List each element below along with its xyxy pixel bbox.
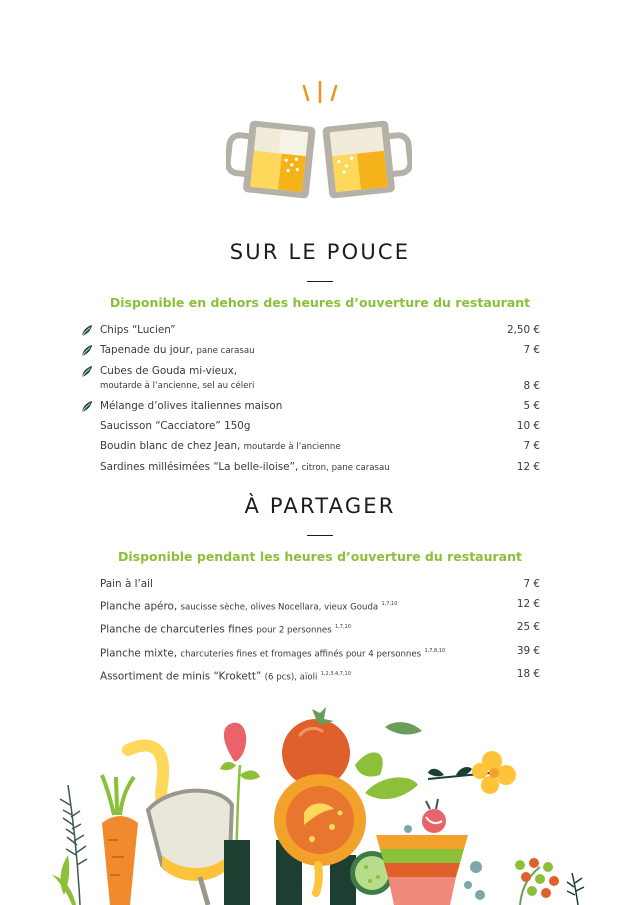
menu-item-price: 5 € <box>523 400 540 412</box>
menu-item-price: 39 € <box>516 644 540 657</box>
yellow-flower-icon <box>428 751 516 794</box>
menu-item-name <box>78 419 251 433</box>
allergen-codes: 1,2,3,4,7,10 <box>320 671 351 678</box>
stacked-bowls-icon <box>376 835 468 905</box>
menu-item <box>78 597 540 614</box>
menu-list-a-partager <box>78 577 540 691</box>
item-note: pane carasau <box>196 346 255 356</box>
beer-mugs-illustration <box>226 78 412 206</box>
menu-item-price: 8 € <box>523 380 540 392</box>
menu-item-name <box>78 364 254 393</box>
vegetarian-leaf-icon <box>80 324 93 337</box>
menu-item-name <box>78 460 390 475</box>
item-label: Assortiment de minis “Krokett” <box>100 670 262 683</box>
item-note: citron, pane carasau <box>301 463 390 473</box>
item-label: Boudin blanc de chez Jean, <box>100 440 241 452</box>
section-title-sur-le-pouce: SUR LE POUCE <box>229 240 411 264</box>
menu-item-name <box>78 323 176 337</box>
menu-item-name <box>78 667 351 684</box>
menu-item <box>78 439 540 454</box>
menu-item-price: 25 € <box>516 621 540 634</box>
vegetarian-leaf-icon <box>80 400 93 413</box>
menu-item <box>78 323 540 337</box>
menu-item-price: 12 € <box>516 461 540 473</box>
item-label: Pain à l’ail <box>100 578 153 590</box>
allergen-codes: 1,7,8,10 <box>424 647 446 654</box>
currants-icon <box>515 858 559 905</box>
menu-item <box>78 419 540 433</box>
allergen-codes: 1,7,10 <box>335 624 351 631</box>
menu-item <box>78 667 540 684</box>
item-label: Saucisson “Cacciatore” 150g <box>100 420 251 432</box>
menu-item <box>78 577 540 591</box>
item-note: saucisse sèche, olives Nocellara, vieux Gouda <box>180 602 379 613</box>
menu-item-name <box>78 399 282 413</box>
item-note: moutarde à l’ancienne, sel au céleri <box>100 381 255 391</box>
menu-item-price: 7 € <box>523 344 540 356</box>
item-note: moutarde à l’ancienne <box>243 442 341 452</box>
beer-mug-right-icon <box>322 118 412 198</box>
item-label: Cubes de Gouda mi-vieux, <box>100 365 238 377</box>
menu-item <box>78 460 540 475</box>
menu-item-price: 2,50 € <box>506 324 540 336</box>
menu-list-sur-le-pouce <box>78 323 540 481</box>
item-label: Sardines millésimées “La belle-iloise”, <box>100 461 299 473</box>
item-label: Planche de charcuteries fines <box>100 623 254 636</box>
leaf-sprig-icon <box>52 855 76 905</box>
menu-item <box>78 364 540 393</box>
menu-item-name <box>78 577 153 591</box>
menu-item <box>78 399 540 413</box>
section-subtitle: Disponible en dehors des heures d’ouverture du restaurant <box>109 295 531 310</box>
item-label: Mélange d’olives italiennes maison <box>100 400 283 412</box>
vegetarian-leaf-icon <box>80 344 93 357</box>
item-note: pour 2 personnes <box>256 625 332 636</box>
menu-item-name <box>78 644 445 661</box>
item-label: Tapenade du jour, <box>100 344 194 356</box>
item-note: (6 pcs), aïoli <box>264 672 318 683</box>
title-divider <box>307 535 333 536</box>
dark-column-1 <box>224 840 250 905</box>
item-label: Planche apéro, <box>100 600 178 613</box>
allergen-codes: 1,7,10 <box>381 601 398 607</box>
menu-item <box>78 620 540 637</box>
menu-item-price: 18 € <box>516 668 540 681</box>
item-note: charcuteries fines et fromages affinés pour 4 personnes <box>180 649 422 660</box>
menu-item-name <box>78 620 351 637</box>
wine-glass-icon <box>128 746 232 905</box>
carrot-icon <box>102 775 138 905</box>
menu-item-price: 7 € <box>523 440 540 452</box>
cheers-spark-icon <box>304 82 336 102</box>
green-leaves-icon <box>355 722 422 799</box>
menu-item-price: 7 € <box>523 578 540 590</box>
section-subtitle: Disponible pendant les heures d’ouverture du restaurant <box>118 549 522 564</box>
radish-icon <box>422 799 446 833</box>
title-divider <box>307 281 333 282</box>
menu-item-name <box>78 439 341 454</box>
fern-icon <box>567 873 584 905</box>
menu-item <box>78 343 540 358</box>
menu-item <box>78 644 540 661</box>
menu-item-price: 12 € <box>516 598 540 610</box>
section-title-a-partager: À PARTAGER <box>244 494 396 518</box>
item-label: Chips “Lucien” <box>100 324 176 336</box>
item-label: Planche mixte, <box>100 647 178 660</box>
menu-item-price: 10 € <box>516 420 540 432</box>
menu-item-name <box>78 597 397 614</box>
menu-item-name <box>78 343 255 358</box>
vegetarian-leaf-icon <box>80 365 93 378</box>
beer-mug-left-icon <box>226 118 316 198</box>
vegetables-illustration <box>50 705 590 905</box>
